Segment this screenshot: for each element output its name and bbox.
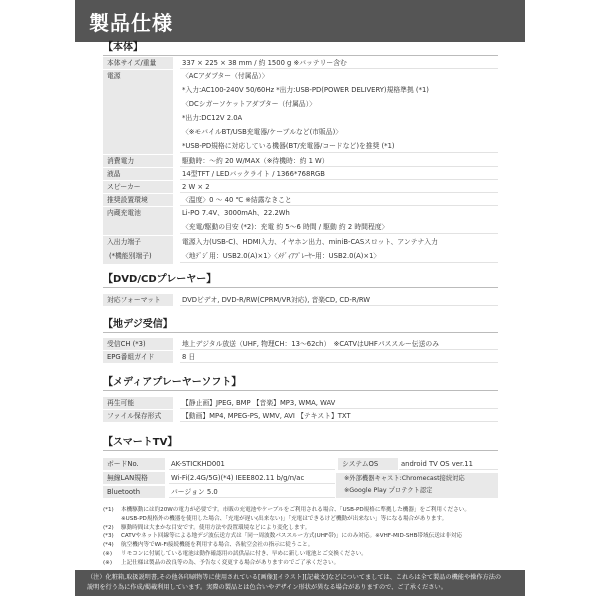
spec-label <box>103 236 173 264</box>
section-smart-heading <box>103 436 498 451</box>
footnote-text: リモコンに付属している電池は動作確認用の試供品に付き、早めに新しい電池とご交換ください。 <box>121 550 367 557</box>
spec-row <box>103 338 498 350</box>
spec-value: 〈ACアダプター（付属品）〉 <box>182 72 269 80</box>
spec-value: Li-PO 7.4V、3000mAh、22.2Wh <box>182 209 290 217</box>
section-tv-heading <box>103 318 498 333</box>
spec-row-battery <box>103 207 498 235</box>
spec-row <box>103 57 498 69</box>
spec-value: Wi-Fi(2.4G/5G)(*4) IEEE802.11 b/g/n/ac <box>169 472 335 484</box>
spec-value: 駆動時：～約 20 W/MAX（※待機時：約 1 W） <box>180 155 498 167</box>
spec-label: 再生可能 <box>103 397 173 409</box>
smart-feature-box <box>336 473 498 498</box>
feature-line: ※外部機器キャスト:Chromecast接続対応 <box>344 475 465 482</box>
spec-value: 〈地ﾃﾞｼﾞ用：USB2.0(A)×1〉〈ﾒﾃﾞｨｱﾌﾟﾚｰﾔｰ用：USB2.0(A)×1〉 <box>180 250 498 263</box>
spec-value: *入力:AC100-240V 50/60Hz *出力:USB-PD(POWER DELIVERY)規格準拠 (*1) <box>182 86 429 94</box>
footnote-key: (※) <box>103 559 113 566</box>
spec-value: 337 × 225 × 38 mm / 約 1500 g ※バッテリー含む <box>180 57 498 69</box>
spec-label: 受信CH (*3) <box>103 338 173 350</box>
spec-label: システムOS <box>338 458 398 470</box>
section-title: 【本体】 <box>103 42 143 53</box>
footnote <box>103 515 501 524</box>
footnote-key: (*1) <box>103 507 114 513</box>
spec-label: Bluetooth <box>103 486 165 498</box>
spec-label: EPG番組ガイド <box>103 351 173 363</box>
spec-label: 消費電力 <box>103 155 173 167</box>
spec-value: 8 日 <box>180 351 498 363</box>
disclaimer-line: （注）化粧箱,取扱説明書,その他各印刷物等に使用されている[画像][イラスト][記載文]などについてましては、これらは全て製品の機能や操作方法の <box>87 574 502 581</box>
section-dvd-heading <box>103 273 498 288</box>
footnote <box>103 550 501 559</box>
footnote-text: ※USB-PD規格外の機器を使用した場合、「充電が遅い(出来ない)」「充電はできるけど機動が出来ない」等になる場合があります。 <box>121 515 448 522</box>
spec-value: 電源入力(USB-C)、HDMI入力、イヤホン出力、miniB-CASスロット、アンテナ入力 <box>182 238 438 246</box>
spec-label: 無線LAN規格 <box>103 472 165 484</box>
spec-value: 〈温度〉0 ～ 40 ℃ ※結露なきこと <box>180 194 498 206</box>
spec-label: 液晶 <box>103 168 173 180</box>
spec-label: 電源 <box>103 70 173 154</box>
spec-value: android TV OS ver.11 <box>399 458 498 470</box>
spec-label-line2: (*機能別端子) <box>109 252 152 260</box>
section-title: 【スマートTV】 <box>103 437 178 448</box>
disclaimer-line: 説明を行う為に作成/掲載利用しています。実際の製品とは色合いやデザイン形状が異なる場合がありますので、ご了承ください。 <box>87 584 447 591</box>
footnote <box>103 524 501 533</box>
footnote-text: 上記仕様は製品の改良等の為、予告なく変更する場合がありますのでご了承ください。 <box>121 559 340 566</box>
spec-row-io <box>103 236 498 264</box>
footnote-key: (*2) <box>103 524 114 531</box>
spec-label: ボードNo. <box>103 458 165 470</box>
spec-value: 〈充電/駆動の目安 (*2)：充電 約 5～6 時間 / 駆動 約 2 時間程度〉 <box>180 221 498 234</box>
spec-row-power <box>103 70 498 154</box>
footnote-text: 航空機内等でWi-Fi接続機能を利用する場合、各航空会社の指示に従うこと。 <box>121 542 314 549</box>
spec-label-line1: 入出力端子 <box>107 238 141 246</box>
spec-label: ファイル保存形式 <box>103 410 173 422</box>
spec-value: 〈DCシガーソケットアダプター（付属品）〉 <box>182 100 316 108</box>
spec-value: *USB-PD規格に対応している機器(BT/充電器/コードなど)を推奨 (*1) <box>180 140 498 153</box>
page-title: 製品仕様 <box>89 11 173 35</box>
footnote <box>103 532 501 541</box>
footnote-text: 駆動時間は大まかな目安です。使用方法や設置環境などにより変化します。 <box>121 524 311 531</box>
footnote-key: (*3) <box>103 533 114 540</box>
section-media-heading <box>103 376 498 391</box>
spec-label: スピーカー <box>103 181 173 193</box>
footnote <box>103 559 501 568</box>
section-title: 【地デジ受信】 <box>103 319 173 330</box>
spec-row <box>103 155 498 167</box>
spec-row <box>103 168 498 180</box>
spec-value: *出力:DC12V 2.0A <box>182 114 243 122</box>
footnote-key: (※) <box>103 550 113 557</box>
spec-row <box>103 351 498 363</box>
header-bar <box>75 0 525 42</box>
spec-row <box>103 294 498 306</box>
footnote-text: CATVやネット回線等による地デジ波伝送方式は「同一周波数パススルー方式(UHF帯)」にのみ対応。※VHF-MID-SHB帯域伝送は非対応 <box>121 533 463 540</box>
section-title: 【DVD/CDプレーヤー】 <box>103 274 217 285</box>
spec-label: 対応フォーマット <box>103 294 173 306</box>
footer-disclaimer <box>75 570 525 596</box>
footnote <box>103 541 501 550</box>
spec-row <box>103 397 498 409</box>
footnote <box>103 506 501 515</box>
section-title: 【メディアプレーヤーソフト】 <box>103 377 242 388</box>
spec-value: 【動画】MP4, MPEG-PS, WMV, AVI 【テキスト】TXT <box>180 410 498 422</box>
smart-row <box>103 458 498 470</box>
footnote-text: 本機駆動には約20Wの電力が必要です。市販の充電池やケーブルをご利用される場合、「USB-PD規格に準拠した機器」をご利用ください。 <box>121 507 470 513</box>
spec-row <box>103 181 498 193</box>
spec-row <box>103 410 498 422</box>
spec-row <box>103 194 498 206</box>
section-main-heading <box>103 41 498 56</box>
feature-line: ※Google Play プロテクト認定 <box>344 487 433 494</box>
spec-value: AK-STICKHD001 <box>169 458 335 470</box>
spec-value: 14型TFT / LEDバックライト / 1366*768RGB <box>180 168 498 180</box>
spec-label: 推奨設置環境 <box>103 194 173 206</box>
spec-value: 2 W × 2 <box>180 181 498 193</box>
spec-value: バージョン 5.0 <box>169 486 335 498</box>
spec-label: 内蔵充電池 <box>103 207 173 235</box>
footnotes <box>103 506 501 568</box>
spec-value: DVDビデオ, DVD-R/RW(CPRM/VR対応), 音楽CD, CD-R/RW <box>180 294 498 306</box>
spec-value: 【静止画】JPEG, BMP 【音楽】MP3, WMA, WAV <box>180 397 498 409</box>
footnote-key: (*4) <box>103 542 114 549</box>
spec-value: 〈※モバイルBT/USB充電器/ケーブルなど(市販品)〉 <box>182 128 343 136</box>
spec-label: 本体サイズ/重量 <box>103 57 173 69</box>
spec-value: 地上デジタル放送（UHF, 物理CH：13～62ch） ※CATVはUHFパススルー伝送のみ <box>180 338 498 350</box>
